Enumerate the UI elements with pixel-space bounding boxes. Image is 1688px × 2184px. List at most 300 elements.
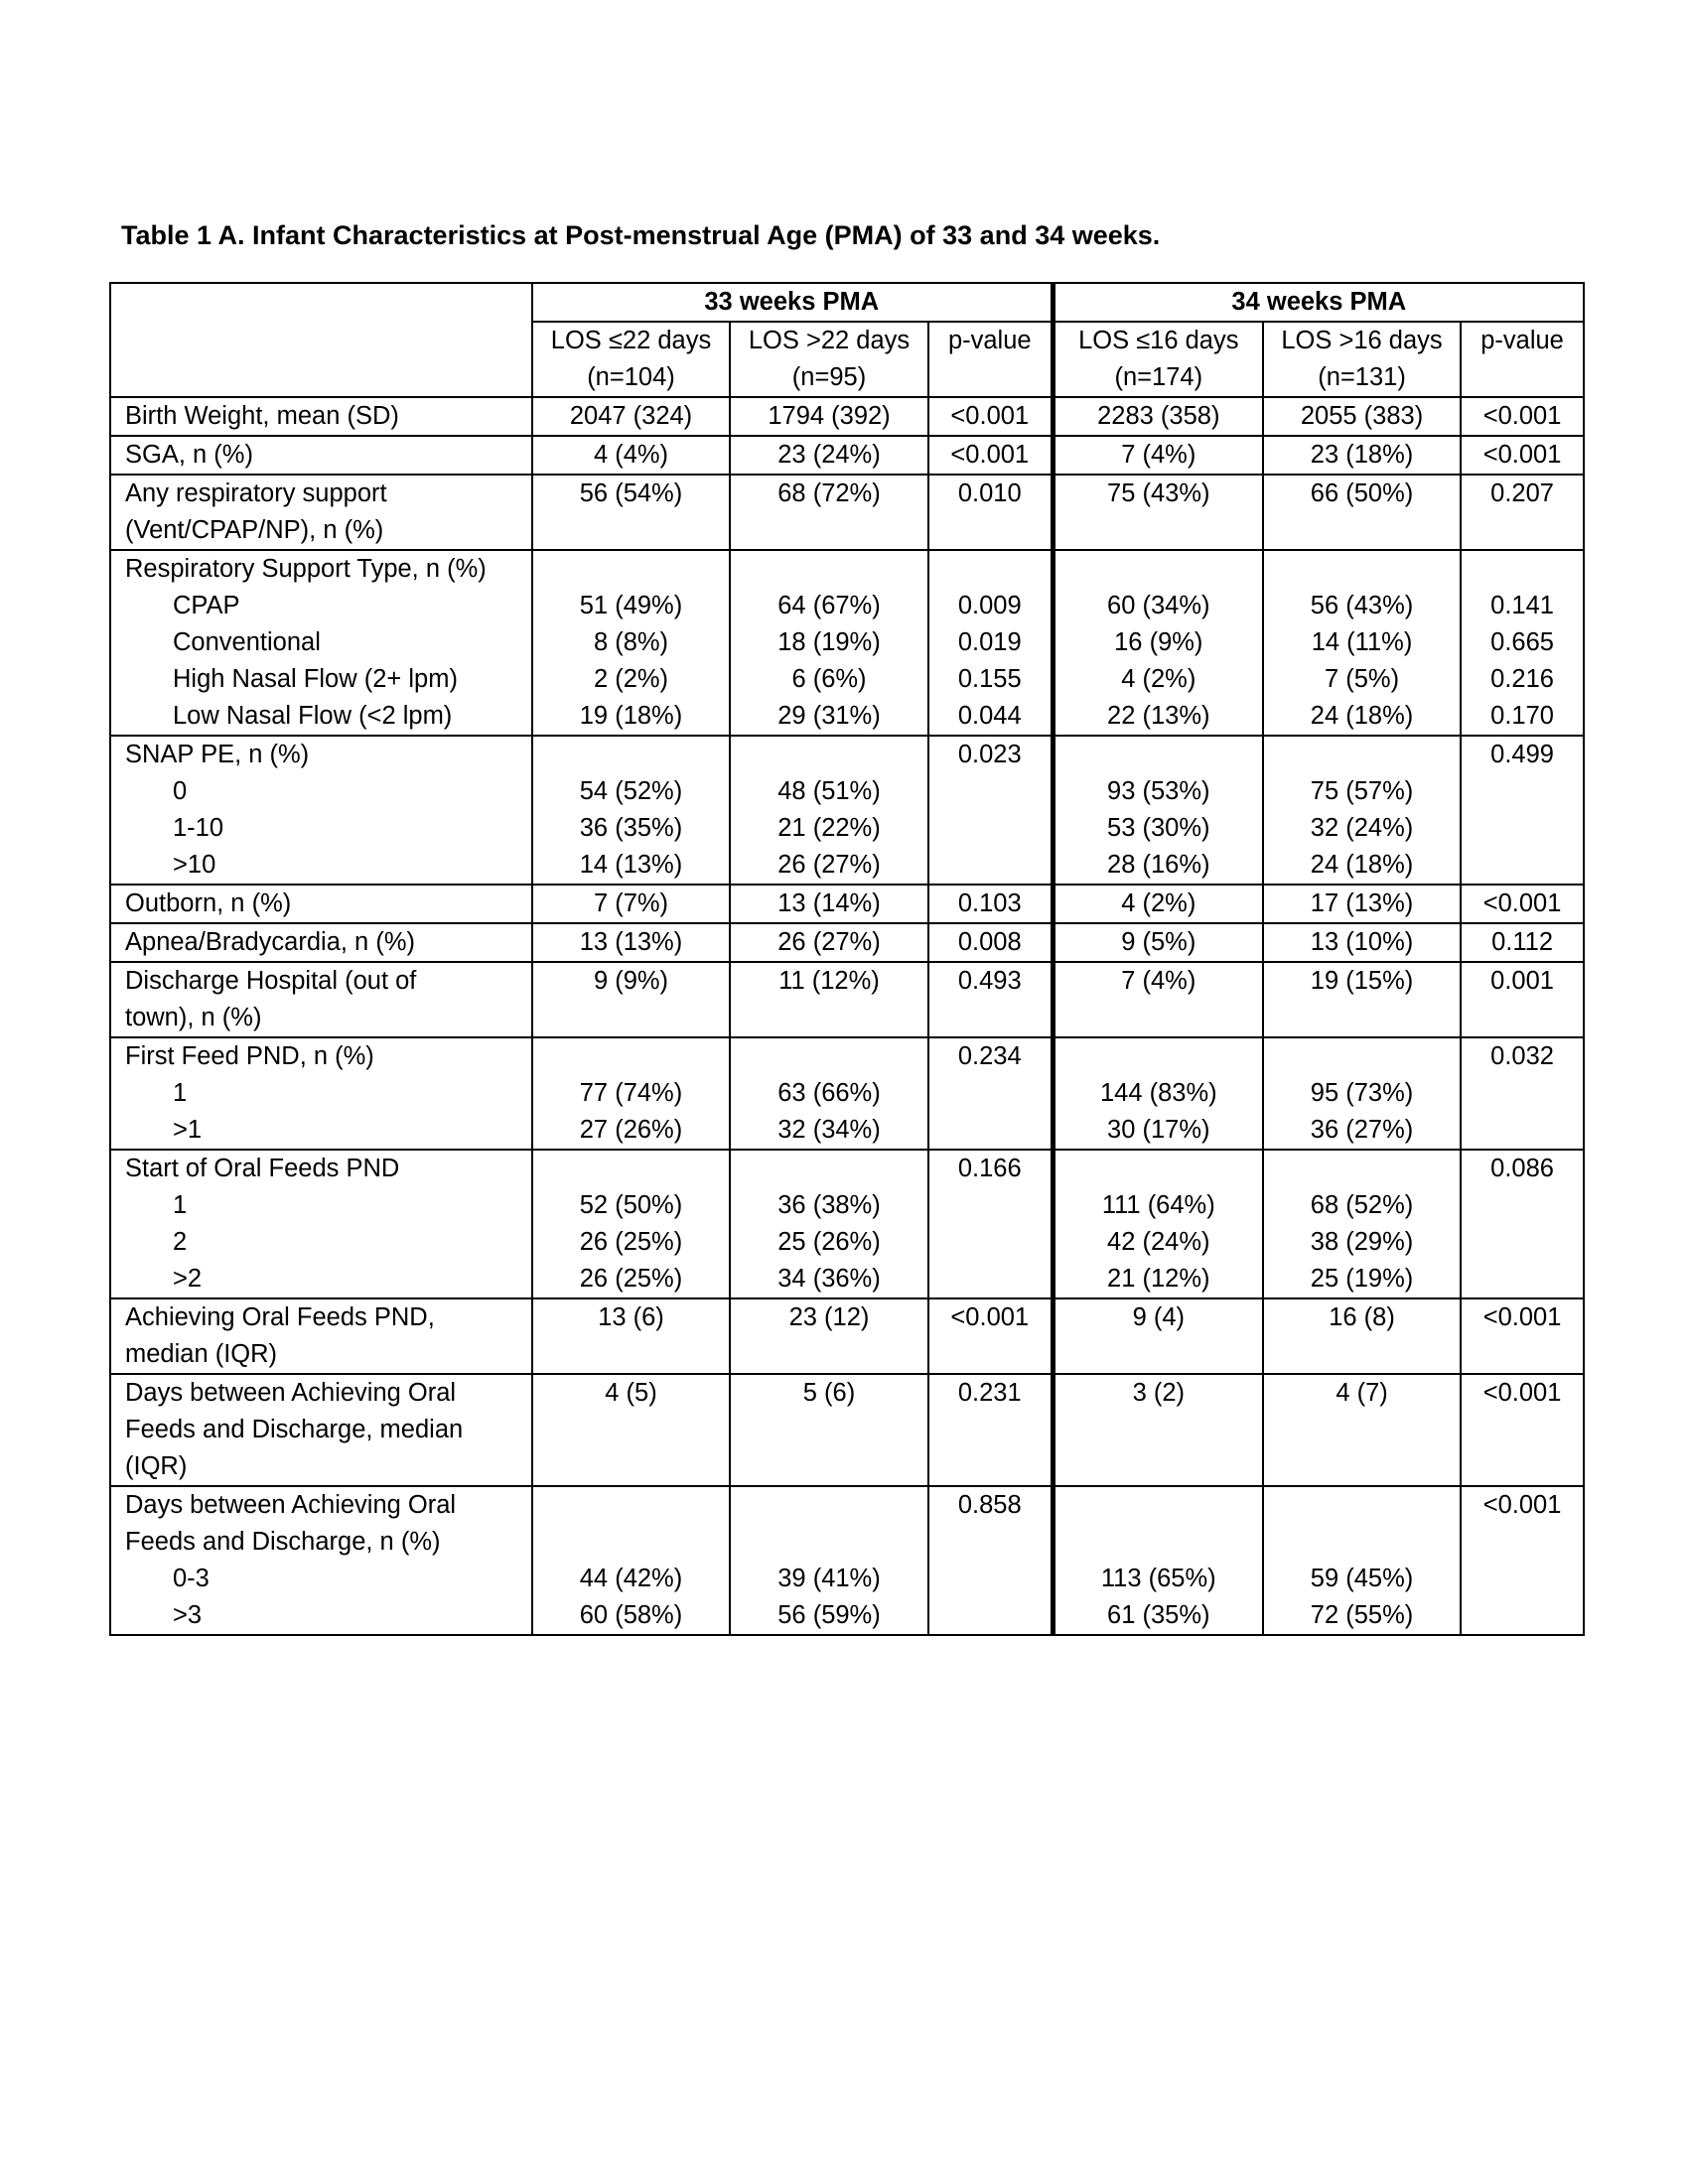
cell-value: 61 (35%) bbox=[1107, 1601, 1210, 1629]
cell-value: 19 (15%) bbox=[1310, 967, 1414, 995]
data-cell bbox=[1263, 1486, 1461, 1635]
cell-value bbox=[1466, 1187, 1579, 1224]
data-cell bbox=[1053, 1486, 1263, 1635]
cell-value: 13 (13%) bbox=[579, 928, 683, 956]
data-cell bbox=[928, 885, 1053, 923]
column-header bbox=[730, 322, 928, 397]
data-cell bbox=[928, 1486, 1053, 1635]
cell-value: 144 (83%) bbox=[1099, 1079, 1217, 1107]
cell-value: 0.166 bbox=[957, 1155, 1022, 1182]
cell-value: 93 (53%) bbox=[1107, 777, 1210, 805]
row-sublabel: CPAP bbox=[173, 592, 240, 619]
cell-value: 4 (7) bbox=[1336, 1379, 1388, 1407]
cell-value: 75 (43%) bbox=[1107, 479, 1210, 507]
data-cell bbox=[928, 1150, 1053, 1298]
row-label bbox=[110, 736, 532, 885]
cell-value: 13 (14%) bbox=[777, 889, 881, 917]
row-label-line: Days between Achieving Oral bbox=[125, 1379, 457, 1407]
cell-value: 16 (9%) bbox=[1114, 628, 1203, 656]
data-cell bbox=[532, 475, 730, 550]
cell-value: 25 (26%) bbox=[777, 1228, 881, 1256]
row-label bbox=[110, 923, 532, 962]
column-header-line: LOS ≤22 days bbox=[550, 327, 712, 354]
data-cell bbox=[532, 1298, 730, 1374]
cell-value: 9 (9%) bbox=[593, 967, 669, 995]
row-label-line: Feeds and Discharge, median bbox=[125, 1416, 464, 1443]
cell-value bbox=[933, 1597, 1047, 1634]
cell-value: 21 (22%) bbox=[777, 814, 881, 842]
cell-value bbox=[1059, 551, 1259, 588]
group-header-row bbox=[110, 283, 1584, 322]
cell-value: 21 (12%) bbox=[1107, 1265, 1210, 1293]
column-header-line: p-value bbox=[1480, 327, 1564, 354]
data-cell bbox=[1461, 1037, 1584, 1150]
data-cell bbox=[928, 1037, 1053, 1150]
data-cell bbox=[1053, 1150, 1263, 1298]
cell-value bbox=[933, 1261, 1047, 1297]
cell-value bbox=[1466, 847, 1579, 884]
cell-value bbox=[1059, 1524, 1259, 1561]
row-sublabel: >2 bbox=[173, 1265, 203, 1293]
cell-value: 2 (2%) bbox=[593, 665, 669, 693]
cell-value bbox=[537, 1524, 725, 1561]
cell-value: 111 (64%) bbox=[1101, 1191, 1215, 1219]
row-label-line: town), n (%) bbox=[125, 1004, 262, 1031]
cell-value: 54 (52%) bbox=[579, 777, 683, 805]
data-cell bbox=[1053, 1298, 1263, 1374]
row-label bbox=[110, 885, 532, 923]
data-cell bbox=[1461, 1374, 1584, 1486]
characteristics-table bbox=[109, 282, 1585, 1636]
data-cell bbox=[1263, 885, 1461, 923]
cell-value: 0.665 bbox=[1490, 628, 1554, 656]
cell-value: 0.103 bbox=[957, 889, 1022, 917]
cell-value: <0.001 bbox=[1482, 441, 1562, 469]
data-cell bbox=[1461, 397, 1584, 436]
data-cell bbox=[928, 475, 1053, 550]
cell-value: 56 (43%) bbox=[1310, 592, 1414, 619]
cell-value: 14 (11%) bbox=[1311, 628, 1413, 656]
cell-value: 7 (7%) bbox=[593, 889, 669, 917]
data-cell bbox=[1053, 397, 1263, 436]
table-row bbox=[110, 397, 1584, 436]
cell-value: 18 (19%) bbox=[777, 628, 881, 656]
cell-value: 19 (18%) bbox=[579, 702, 683, 730]
cell-value: 68 (52%) bbox=[1310, 1191, 1414, 1219]
column-header bbox=[928, 322, 1053, 397]
column-header-line: (n=95) bbox=[791, 363, 867, 391]
row-label bbox=[110, 1298, 532, 1374]
data-cell bbox=[1053, 736, 1263, 885]
data-cell bbox=[730, 1037, 928, 1150]
cell-value bbox=[1059, 1487, 1259, 1524]
cell-value: 26 (25%) bbox=[579, 1265, 683, 1293]
row-sublabel: 1 bbox=[173, 1191, 188, 1219]
cell-value: 36 (27%) bbox=[1310, 1116, 1414, 1144]
cell-value: 6 (6%) bbox=[791, 665, 867, 693]
cell-value: 59 (45%) bbox=[1310, 1565, 1414, 1592]
data-cell bbox=[1461, 923, 1584, 962]
cell-value bbox=[933, 1112, 1047, 1149]
cell-value: 17 (13%) bbox=[1310, 889, 1414, 917]
cell-value: 77 (74%) bbox=[579, 1079, 683, 1107]
cell-value: 22 (13%) bbox=[1107, 702, 1210, 730]
column-header bbox=[1461, 322, 1584, 397]
cell-value: 56 (59%) bbox=[777, 1601, 881, 1629]
cell-value bbox=[537, 737, 725, 773]
cell-value bbox=[1466, 1075, 1579, 1112]
data-cell bbox=[928, 736, 1053, 885]
cell-value bbox=[735, 1151, 923, 1187]
data-cell bbox=[1461, 962, 1584, 1037]
data-cell bbox=[1263, 436, 1461, 475]
row-label-line: Respiratory Support Type, n (%) bbox=[125, 555, 487, 583]
cell-value: 8 (8%) bbox=[593, 628, 669, 656]
cell-value bbox=[933, 1561, 1047, 1597]
cell-value: 2283 (358) bbox=[1097, 402, 1220, 430]
cell-value: <0.001 bbox=[950, 441, 1030, 469]
cell-value bbox=[933, 773, 1047, 810]
data-cell bbox=[532, 1150, 730, 1298]
cell-value: 4 (4%) bbox=[593, 441, 669, 469]
cell-value bbox=[735, 551, 923, 588]
cell-value: <0.001 bbox=[950, 1303, 1030, 1331]
cell-value: 3 (2) bbox=[1132, 1379, 1185, 1407]
cell-value: 113 (65%) bbox=[1100, 1565, 1216, 1592]
row-label-line: SGA, n (%) bbox=[125, 441, 253, 469]
column-header-line: (n=104) bbox=[587, 363, 675, 391]
data-cell bbox=[928, 1374, 1053, 1486]
column-header-line: LOS ≤16 days bbox=[1078, 327, 1239, 354]
cell-value: 2055 (383) bbox=[1300, 402, 1424, 430]
cell-value: 0.023 bbox=[957, 741, 1022, 768]
cell-value: 26 (27%) bbox=[777, 851, 881, 879]
cell-value: 29 (31%) bbox=[777, 702, 881, 730]
cell-value bbox=[1466, 1597, 1579, 1634]
row-label bbox=[110, 1374, 532, 1486]
table-row bbox=[110, 736, 1584, 885]
cell-value bbox=[1466, 1224, 1579, 1261]
group-header-33-weeks: 33 weeks PMA bbox=[532, 283, 1053, 322]
row-label-line: Days between Achieving Oral bbox=[125, 1491, 457, 1519]
cell-value: 4 (5) bbox=[605, 1379, 657, 1407]
cell-value: 0.858 bbox=[957, 1491, 1022, 1519]
row-sublabel: 0 bbox=[173, 777, 188, 805]
cell-value bbox=[1466, 773, 1579, 810]
data-cell bbox=[1263, 1298, 1461, 1374]
data-cell bbox=[532, 885, 730, 923]
column-header-line: p-value bbox=[947, 327, 1032, 354]
cell-value: <0.001 bbox=[1482, 889, 1562, 917]
column-header bbox=[1263, 322, 1461, 397]
data-cell bbox=[928, 923, 1053, 962]
cell-value: 56 (54%) bbox=[579, 479, 683, 507]
data-cell bbox=[532, 923, 730, 962]
data-cell bbox=[532, 1374, 730, 1486]
cell-value: 0.112 bbox=[1491, 928, 1553, 956]
row-sublabel: 1-10 bbox=[173, 814, 224, 842]
cell-value bbox=[537, 1487, 725, 1524]
table-row bbox=[110, 1150, 1584, 1298]
row-label-line: (Vent/CPAP/NP), n (%) bbox=[125, 516, 384, 544]
cell-value: 5 (6) bbox=[802, 1379, 856, 1407]
cell-value: 7 (4%) bbox=[1121, 967, 1196, 995]
data-cell bbox=[928, 550, 1053, 736]
table-row bbox=[110, 885, 1584, 923]
data-cell bbox=[532, 436, 730, 475]
cell-value: 60 (58%) bbox=[579, 1601, 683, 1629]
row-sublabel: >10 bbox=[173, 851, 216, 879]
table-row bbox=[110, 1298, 1584, 1374]
cell-value: 0.010 bbox=[957, 479, 1022, 507]
data-cell bbox=[1461, 550, 1584, 736]
row-sublabel: Low Nasal Flow (<2 lpm) bbox=[173, 702, 453, 730]
table-row bbox=[110, 550, 1584, 736]
cell-value: 48 (51%) bbox=[777, 777, 881, 805]
cell-value: 16 (8) bbox=[1329, 1303, 1395, 1331]
data-cell bbox=[1053, 923, 1263, 962]
cell-value bbox=[933, 1524, 1047, 1561]
data-cell bbox=[1053, 1037, 1263, 1150]
cell-value bbox=[1466, 1561, 1579, 1597]
row-label bbox=[110, 397, 532, 436]
cell-value: 0.231 bbox=[957, 1379, 1022, 1407]
cell-value: 63 (66%) bbox=[777, 1079, 881, 1107]
cell-value: 0.234 bbox=[957, 1042, 1022, 1070]
row-sublabel: 0-3 bbox=[173, 1565, 210, 1592]
cell-value: 7 (4%) bbox=[1121, 441, 1196, 469]
cell-value: 39 (41%) bbox=[777, 1565, 881, 1592]
cell-value bbox=[735, 1038, 923, 1075]
cell-value bbox=[537, 1038, 725, 1075]
row-label-line: Any respiratory support bbox=[125, 479, 387, 507]
row-label-line: Achieving Oral Feeds PND, bbox=[125, 1303, 435, 1331]
cell-value: <0.001 bbox=[950, 402, 1030, 430]
cell-value: 0.216 bbox=[1490, 665, 1554, 693]
data-cell bbox=[1053, 1374, 1263, 1486]
cell-value: 36 (35%) bbox=[579, 814, 683, 842]
cell-value: 0.009 bbox=[957, 592, 1022, 619]
data-cell bbox=[1053, 550, 1263, 736]
column-header-line: LOS >16 days bbox=[1281, 327, 1443, 354]
cell-value: 4 (2%) bbox=[1121, 665, 1196, 693]
group-header-34-weeks: 34 weeks PMA bbox=[1053, 283, 1584, 322]
cell-value: 95 (73%) bbox=[1310, 1079, 1414, 1107]
data-cell bbox=[1263, 1150, 1461, 1298]
table-row bbox=[110, 436, 1584, 475]
data-cell bbox=[1053, 475, 1263, 550]
cell-value bbox=[1268, 1038, 1456, 1075]
data-cell bbox=[730, 885, 928, 923]
cell-value: 7 (5%) bbox=[1324, 665, 1400, 693]
data-cell bbox=[730, 436, 928, 475]
data-cell bbox=[1461, 475, 1584, 550]
cell-value bbox=[933, 1224, 1047, 1261]
row-label bbox=[110, 436, 532, 475]
data-cell bbox=[928, 1298, 1053, 1374]
table-row bbox=[110, 1486, 1584, 1635]
cell-value: <0.001 bbox=[1482, 1303, 1562, 1331]
table-row bbox=[110, 1374, 1584, 1486]
cell-value: 51 (49%) bbox=[579, 592, 683, 619]
cell-value: 32 (34%) bbox=[777, 1116, 881, 1144]
cell-value: 53 (30%) bbox=[1107, 814, 1210, 842]
data-cell bbox=[730, 923, 928, 962]
data-cell bbox=[730, 475, 928, 550]
data-cell bbox=[532, 397, 730, 436]
cell-value: 0.008 bbox=[957, 928, 1022, 956]
cell-value: 24 (18%) bbox=[1310, 851, 1414, 879]
data-cell bbox=[1263, 397, 1461, 436]
cell-value: 24 (18%) bbox=[1310, 702, 1414, 730]
cell-value bbox=[1059, 1038, 1259, 1075]
data-cell bbox=[1461, 436, 1584, 475]
cell-value: 23 (18%) bbox=[1310, 441, 1414, 469]
row-label bbox=[110, 475, 532, 550]
cell-value bbox=[1466, 810, 1579, 847]
cell-value bbox=[537, 551, 725, 588]
cell-value: 38 (29%) bbox=[1310, 1228, 1414, 1256]
table-row bbox=[110, 1037, 1584, 1150]
data-cell bbox=[1263, 475, 1461, 550]
row-label-line: median (IQR) bbox=[125, 1340, 278, 1368]
data-cell bbox=[730, 736, 928, 885]
cell-value bbox=[1466, 1261, 1579, 1297]
data-cell bbox=[730, 1150, 928, 1298]
data-cell bbox=[730, 397, 928, 436]
cell-value bbox=[1268, 1487, 1456, 1524]
row-label-line: (IQR) bbox=[125, 1452, 188, 1480]
row-label-line: Birth Weight, mean (SD) bbox=[125, 402, 399, 430]
data-cell bbox=[1053, 436, 1263, 475]
cell-value: <0.001 bbox=[1482, 1379, 1562, 1407]
cell-value: 14 (13%) bbox=[579, 851, 683, 879]
cell-value: 26 (25%) bbox=[579, 1228, 683, 1256]
row-label-line: Outborn, n (%) bbox=[125, 889, 292, 917]
cell-value: 0.155 bbox=[957, 665, 1022, 693]
cell-value: 23 (12) bbox=[788, 1303, 870, 1331]
cell-value bbox=[1059, 737, 1259, 773]
cell-value bbox=[933, 810, 1047, 847]
data-cell bbox=[1461, 1486, 1584, 1635]
cell-value: 0.170 bbox=[1490, 702, 1554, 730]
cell-value: 0.019 bbox=[957, 628, 1022, 656]
data-cell bbox=[730, 962, 928, 1037]
data-cell bbox=[532, 962, 730, 1037]
cell-value bbox=[933, 1075, 1047, 1112]
data-cell bbox=[730, 1374, 928, 1486]
cell-value: 0.493 bbox=[957, 967, 1022, 995]
cell-value bbox=[1268, 551, 1456, 588]
cell-value: 34 (36%) bbox=[777, 1265, 881, 1293]
table-title: Table 1 A. Infant Characteristics at Post-menstrual Age (PMA) of 33 and 34 weeks. bbox=[121, 220, 1161, 250]
row-sublabel: 2 bbox=[173, 1228, 188, 1256]
cell-value: 13 (10%) bbox=[1310, 928, 1414, 956]
cell-value: 0.499 bbox=[1490, 741, 1554, 768]
data-cell bbox=[532, 1486, 730, 1635]
data-cell bbox=[1053, 962, 1263, 1037]
cell-value: 44 (42%) bbox=[579, 1565, 683, 1592]
data-cell bbox=[928, 962, 1053, 1037]
cell-value: 0.044 bbox=[957, 702, 1022, 730]
table-row bbox=[110, 923, 1584, 962]
cell-value: 2047 (324) bbox=[569, 402, 693, 430]
row-label bbox=[110, 550, 532, 736]
cell-value bbox=[1268, 1151, 1456, 1187]
cell-value: 23 (24%) bbox=[777, 441, 881, 469]
data-cell bbox=[1263, 550, 1461, 736]
row-sublabel: Conventional bbox=[173, 628, 321, 656]
cell-value bbox=[735, 1487, 923, 1524]
column-header bbox=[532, 322, 730, 397]
row-sublabel: High Nasal Flow (2+ lpm) bbox=[173, 665, 458, 693]
cell-value: 66 (50%) bbox=[1310, 479, 1414, 507]
data-cell bbox=[730, 550, 928, 736]
cell-value bbox=[933, 551, 1047, 588]
row-label bbox=[110, 1486, 532, 1635]
data-cell bbox=[532, 736, 730, 885]
row-label bbox=[110, 1037, 532, 1150]
cell-value bbox=[933, 1187, 1047, 1224]
data-cell bbox=[532, 1037, 730, 1150]
row-label-line: First Feed PND, n (%) bbox=[125, 1042, 374, 1070]
data-cell bbox=[1461, 1150, 1584, 1298]
cell-value: 9 (4) bbox=[1132, 1303, 1185, 1331]
cell-value bbox=[1466, 1112, 1579, 1149]
row-label bbox=[110, 962, 532, 1037]
cell-value bbox=[1268, 737, 1456, 773]
cell-value bbox=[1059, 1151, 1259, 1187]
data-cell bbox=[1461, 885, 1584, 923]
row-sublabel: >3 bbox=[173, 1601, 203, 1629]
cell-value bbox=[735, 1524, 923, 1561]
cell-value: 26 (27%) bbox=[777, 928, 881, 956]
cell-value: 30 (17%) bbox=[1107, 1116, 1210, 1144]
cell-value: 68 (72%) bbox=[777, 479, 881, 507]
cell-value bbox=[1466, 551, 1579, 588]
cell-value: 0.141 bbox=[1490, 592, 1554, 619]
data-cell bbox=[1263, 962, 1461, 1037]
cell-value: <0.001 bbox=[1482, 1491, 1562, 1519]
cell-value bbox=[537, 1151, 725, 1187]
data-cell bbox=[1263, 1037, 1461, 1150]
cell-value: 60 (34%) bbox=[1107, 592, 1210, 619]
table-body bbox=[110, 283, 1584, 1635]
cell-value: 75 (57%) bbox=[1310, 777, 1414, 805]
table-row bbox=[110, 475, 1584, 550]
cell-value bbox=[735, 737, 923, 773]
cell-value: 25 (19%) bbox=[1310, 1265, 1414, 1293]
cell-value: 64 (67%) bbox=[777, 592, 881, 619]
cell-value: <0.001 bbox=[1482, 402, 1562, 430]
cell-value: 36 (38%) bbox=[777, 1191, 881, 1219]
cell-value: 0.207 bbox=[1490, 479, 1554, 507]
cell-value: 27 (26%) bbox=[579, 1116, 683, 1144]
cell-value: 4 (2%) bbox=[1121, 889, 1196, 917]
row-sublabel: 1 bbox=[173, 1079, 188, 1107]
data-cell bbox=[1263, 923, 1461, 962]
cell-value: 0.086 bbox=[1490, 1155, 1554, 1182]
cell-value: 11 (12%) bbox=[778, 967, 880, 995]
cell-value: 28 (16%) bbox=[1107, 851, 1210, 879]
data-cell bbox=[1461, 1298, 1584, 1374]
data-cell bbox=[1053, 885, 1263, 923]
data-cell bbox=[928, 397, 1053, 436]
data-cell bbox=[730, 1486, 928, 1635]
row-sublabel: >1 bbox=[173, 1116, 203, 1144]
data-cell bbox=[1461, 736, 1584, 885]
cell-value bbox=[1466, 1524, 1579, 1561]
